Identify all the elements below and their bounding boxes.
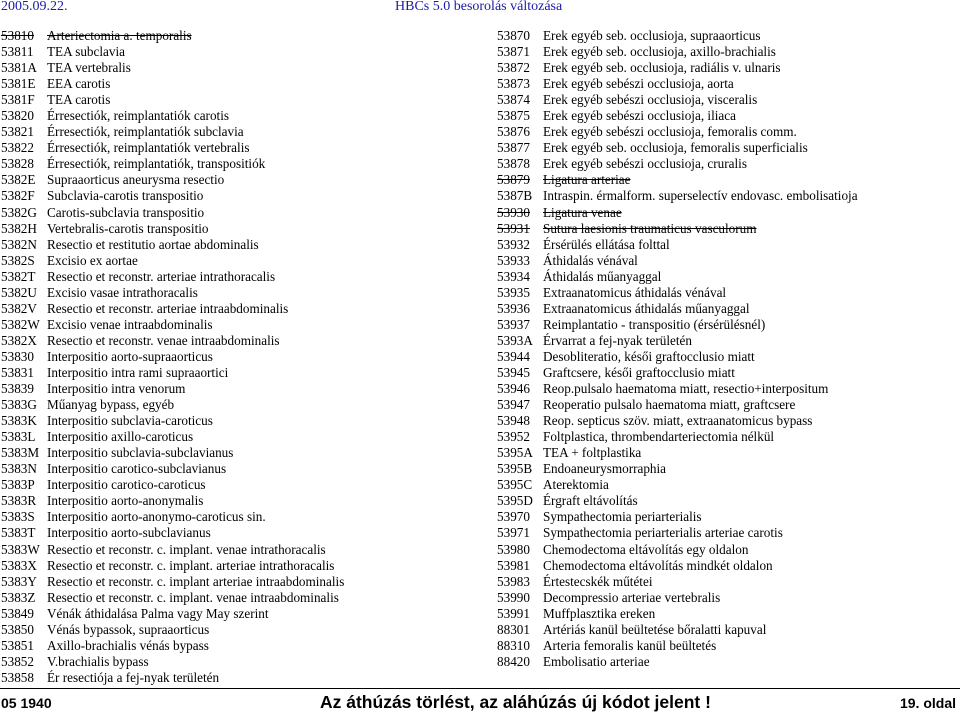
procedure-code: 53830 [1,348,34,364]
code-row [1,542,471,558]
procedure-code: 88310 [497,637,530,653]
footer-note: Az áthúzás törlést, az aláhúzás új kódot jelent ! [320,692,711,712]
procedure-name: Erek egyéb seb. occlusioja, supraaorticus [543,28,761,43]
procedure-code: 53944 [497,348,530,364]
procedure-code: 53879 [497,172,530,188]
procedure-name: Interpositio aorto-supraaorticus [47,348,213,364]
code-row [497,285,957,301]
procedure-name: Interpositio subclavia-subclavianus [47,445,234,461]
procedure-code: 53878 [497,156,530,172]
procedure-code: 5383R [1,493,37,509]
procedure-name: Reimplantatio - transpositio (érsérülésnél) [543,316,766,332]
procedure-code: 53811 [1,44,34,60]
procedure-name: Erek egyéb sebészi occlusioja, aorta [543,76,734,92]
code-row [1,493,471,509]
procedure-code: 53930 [497,204,530,220]
procedure-name: Interpositio intra venorum [47,381,186,397]
procedure-name: Resectio et reconstr. c. implant arteriae intraabdominalis [47,573,345,589]
procedure-code: 53871 [497,44,530,60]
procedure-code: 53872 [497,60,530,76]
procedure-code: 5383K [1,413,37,429]
procedure-code: 5383S [1,509,35,525]
code-row [497,558,957,574]
right-code-column [497,28,957,670]
procedure-code: 53945 [497,364,530,380]
code-row [1,574,471,590]
procedure-code: 53981 [497,557,530,573]
procedure-name: Erek egyéb seb. occlusioja, axillo-brachialis [543,44,776,60]
procedure-name: Chemodectoma eltávolítás mindkét oldalon [543,557,773,573]
procedure-name: Érresectiók, reimplantatiók, transpositiók [47,156,266,172]
code-row [1,558,471,574]
procedure-name: Excisio ex aortae [47,252,138,268]
procedure-name: Interpositio aorto-anonymo-caroticus sin. [47,509,266,525]
procedure-name: Érresectiók, reimplantatiók carotis [47,108,229,124]
procedure-name: Resectio et reconstr. c. implant. venae intrathoracalis [47,541,326,557]
procedure-code: 53990 [497,589,530,605]
procedure-code: 5383P [1,477,35,493]
procedure-name: Excisio vasae intrathoracalis [47,284,198,300]
procedure-code: 53971 [497,525,530,541]
code-row [497,140,957,156]
code-row [1,590,471,606]
procedure-code: 53875 [497,108,530,124]
page-number: 19. oldal [899,695,956,711]
procedure-code: 5381E [1,76,36,92]
page-footer [0,688,960,714]
procedure-code: 88301 [497,621,530,637]
procedure-name: Embolisatio arteriae [543,653,650,669]
code-row [497,188,957,204]
procedure-code: 53849 [1,605,34,621]
code-row [497,156,957,172]
procedure-code: 5393A [497,332,533,348]
code-row [497,44,957,60]
procedure-code: 53876 [497,124,530,140]
procedure-name: Arteriectomia a. temporalis [47,28,192,43]
procedure-name: Interpositio aorto-anonymalis [47,493,204,509]
code-row [1,509,471,525]
code-row [497,638,957,654]
code-row [497,397,957,413]
code-row [1,461,471,477]
code-row [1,654,471,670]
procedure-name: Interpositio aorto-subclavianus [47,525,211,541]
procedure-name: Erek egyéb sebészi occlusioja, iliaca [543,108,736,124]
code-row [497,429,957,445]
procedure-name: Intraspin. érmalform. superselectív endovasc. embolisatioja [543,188,858,204]
procedure-code: 5382V [1,300,37,316]
procedure-code: 5383N [1,461,37,477]
code-row [1,60,471,76]
procedure-code: 53852 [1,653,34,669]
header-date: 2005.09.22. [1,0,68,14]
code-row [1,269,471,285]
procedure-code: 5382T [1,268,36,284]
code-row [1,606,471,622]
code-row [1,477,471,493]
code-row [497,317,957,333]
procedure-code: 53831 [1,364,34,380]
procedure-code: 5383G [1,397,37,413]
code-row [1,108,471,124]
procedure-code: 5395B [497,461,533,477]
procedure-name: Aterektomia [543,477,609,493]
code-row [497,76,957,92]
code-row [497,365,957,381]
procedure-name: Erek egyéb seb. occlusioja, radiális v. ulnaris [543,60,781,76]
procedure-code: 53932 [497,236,530,252]
code-row [1,124,471,140]
code-row [1,188,471,204]
procedure-name: Értestecskék műtétei [543,573,653,589]
procedure-code: 53873 [497,76,530,92]
header-version: HBCs 5.0 besorolás változása [395,0,563,14]
procedure-name: Műanyag bypass, egyéb [47,397,175,413]
procedure-code: 53874 [497,92,530,108]
procedure-code: 53983 [497,573,530,589]
procedure-code: 88420 [497,653,530,669]
procedure-code: 5382G [1,204,37,220]
code-row [1,397,471,413]
procedure-code: 5395D [497,493,533,509]
footer-code: 05 1940 [1,695,52,711]
procedure-name: Érsérülés ellátása folttal [543,236,670,252]
procedure-name: TEA + foltplastika [543,445,642,461]
procedure-name: Áthidalás műanyaggal [543,268,662,284]
procedure-code: 53931 [497,220,530,236]
code-row [497,413,957,429]
code-row [1,349,471,365]
procedure-code: 53947 [497,397,530,413]
code-row [497,349,957,365]
procedure-name: Vertebralis-carotis transpositio [47,220,209,236]
page-header [0,0,960,20]
code-row [1,622,471,638]
procedure-name: TEA subclavia [47,44,126,60]
code-row [497,622,957,638]
procedure-code: 53877 [497,140,530,156]
procedure-name: Erek egyéb sebészi occlusioja, visceralis [543,92,758,108]
procedure-name: Erek egyéb seb. occlusioja, femoralis superficialis [543,140,808,156]
procedure-name: Resectio et reconstr. arteriae intrathoracalis [47,268,276,284]
procedure-code: 5383L [1,429,36,445]
procedure-code: 53980 [497,541,530,557]
code-row [497,333,957,349]
procedure-code: 5382S [1,252,35,268]
code-row [1,429,471,445]
code-row [1,28,471,44]
procedure-code: 53952 [497,429,530,445]
code-row [497,253,957,269]
procedure-name: V.brachialis bypass [47,653,149,669]
code-row [497,124,957,140]
procedure-code: 53937 [497,316,530,332]
procedure-code: 53936 [497,300,530,316]
code-row [497,205,957,221]
code-row [1,285,471,301]
code-row [497,654,957,670]
procedure-code: 5382U [1,284,37,300]
procedure-name: Axillo-brachialis vénás bypass [47,637,209,653]
procedure-code: 53933 [497,252,530,268]
procedure-name: Chemodectoma eltávolítás egy oldalon [543,541,749,557]
procedure-name: Artériás kanül beültetése bőralatti kapuval [543,621,767,637]
code-row [1,172,471,188]
code-row [497,477,957,493]
procedure-name: EEA carotis [47,76,111,92]
code-row [497,221,957,237]
procedure-name: Erek egyéb sebészi occlusioja, cruralis [543,156,747,172]
procedure-code: 5382W [1,316,40,332]
procedure-name: Reop. septicus szöv. miatt, extraanatomicus bypass [543,413,813,429]
procedure-code: 5382E [1,172,36,188]
code-row [1,44,471,60]
procedure-code: 53839 [1,381,34,397]
procedure-name: Érvarrat a fej-nyak területén [543,332,693,348]
procedure-code: 53828 [1,156,34,172]
procedure-code: 5382H [1,220,37,236]
code-row [1,221,471,237]
procedure-code: 5382X [1,332,37,348]
procedure-name: Reoperatio pulsalo haematoma miatt, graftcsere [543,397,796,413]
procedure-code: 53948 [497,413,530,429]
left-code-column [1,28,471,686]
code-row [1,670,471,686]
procedure-name: Érresectiók, reimplantatiók subclavia [47,124,244,140]
procedure-name: Decompressio arteriae vertebralis [543,589,721,605]
procedure-code: 5383T [1,525,36,541]
procedure-code: 5383Z [1,589,36,605]
procedure-name: Vénás bypassok, supraaorticus [47,621,210,637]
procedure-name: Ligatura arteriae [543,172,631,188]
procedure-name: Extraanatomicus áthidalás vénával [543,284,727,300]
procedure-name: Resectio et reconstr. c. implant. arteriae intrathoracalis [47,557,335,573]
procedure-name: Vénák áthidalása Palma vagy May szerint [47,605,269,621]
procedure-name: Arteria femoralis kanül beültetés [543,637,717,653]
procedure-code: 53822 [1,140,34,156]
procedure-name: Interpositio carotico-subclavianus [47,461,227,477]
code-row [1,140,471,156]
code-row [497,606,957,622]
code-row [497,92,957,108]
code-row [497,525,957,541]
procedure-code: 53851 [1,637,34,653]
procedure-code: 53970 [497,509,530,525]
procedure-code: 53935 [497,284,530,300]
code-row [1,156,471,172]
procedure-name: Áthidalás vénával [543,252,638,268]
procedure-name: Supraaorticus aneurysma resectio [47,172,225,188]
procedure-name: TEA vertebralis [47,60,131,76]
code-row [497,461,957,477]
procedure-code: 53810 [1,28,34,43]
code-row [1,381,471,397]
procedure-name: Resectio et restitutio aortae abdominalis [47,236,259,252]
procedure-code: 5395A [497,445,533,461]
procedure-name: Érresectiók, reimplantatiók vertebralis [47,140,250,156]
procedure-code: 53870 [497,28,530,43]
code-row [1,253,471,269]
code-row [497,301,957,317]
procedure-name: TEA carotis [47,92,111,108]
code-row [1,413,471,429]
code-row [497,493,957,509]
code-row [1,237,471,253]
procedure-code: 5383X [1,557,37,573]
code-row [497,108,957,124]
procedure-name: Resectio et reconstr. arteriae intraabdominalis [47,300,289,316]
procedure-name: Subclavia-carotis transpositio [47,188,204,204]
procedure-name: Sympathectomia periarterialis arteriae carotis [543,525,783,541]
code-row [1,76,471,92]
code-row [1,205,471,221]
procedure-name: Foltplastica, thrombendarteriectomia nélkül [543,429,775,445]
procedure-name: Interpositio intra rami supraaortici [47,364,229,380]
procedure-code: 5395C [497,477,533,493]
procedure-code: 53821 [1,124,34,140]
code-row [1,92,471,108]
procedure-code: 5382N [1,236,37,252]
procedure-name: Extraanatomicus áthidalás műanyaggal [543,300,750,316]
code-row [497,574,957,590]
procedure-name: Resectio et reconstr. c. implant. venae intraabdominalis [47,589,339,605]
code-row [1,301,471,317]
code-row [497,28,957,44]
code-row [497,237,957,253]
code-row [1,333,471,349]
code-row [1,525,471,541]
code-row [497,445,957,461]
procedure-name: Excisio venae intraabdominalis [47,316,213,332]
code-row [497,381,957,397]
procedure-name: Interpositio axillo-caroticus [47,429,194,445]
procedure-name: Ér resectiója a fej-nyak területén [47,669,220,685]
code-row [497,269,957,285]
procedure-name: Sympathectomia periarterialis [543,509,702,525]
procedure-name: Ligatura venae [543,204,622,220]
procedure-code: 5383M [1,445,40,461]
procedure-name: Resectio et reconstr. venae intraabdominalis [47,332,280,348]
procedure-code: 53991 [497,605,530,621]
procedure-code: 53820 [1,108,34,124]
procedure-name: Desobliteratio, késői graftocclusio miatt [543,348,755,364]
procedure-name: Érgraft eltávolítás [543,493,638,509]
procedure-name: Sutura laesionis traumaticus vasculorum [543,220,757,236]
code-row [497,542,957,558]
procedure-code: 5387B [497,188,533,204]
code-row [1,445,471,461]
procedure-code: 5381A [1,60,37,76]
code-row [1,365,471,381]
code-row [1,317,471,333]
procedure-name: Reop.pulsalo haematoma miatt, resectio+interpositum [543,381,829,397]
procedure-code: 5383W [1,541,40,557]
footer-divider [0,688,960,689]
procedure-name: Carotis-subclavia transpositio [47,204,205,220]
procedure-code: 53850 [1,621,34,637]
procedure-code: 5382F [1,188,35,204]
code-row [1,638,471,654]
procedure-code: 53858 [1,669,34,685]
procedure-name: Graftcsere, késői graftocclusio miatt [543,364,735,380]
procedure-code: 5383Y [1,573,37,589]
procedure-name: Interpositio carotico-caroticus [47,477,206,493]
procedure-code: 5381F [1,92,35,108]
procedure-name: Muffplasztika ereken [543,605,656,621]
code-row [497,590,957,606]
procedure-code: 53946 [497,381,530,397]
code-row [497,60,957,76]
procedure-name: Interpositio subclavia-caroticus [47,413,213,429]
code-row [497,509,957,525]
procedure-name: Erek egyéb sebészi occlusioja, femoralis comm. [543,124,797,140]
procedure-code: 53934 [497,268,530,284]
code-row [497,172,957,188]
procedure-name: Endoaneurysmorraphia [543,461,667,477]
